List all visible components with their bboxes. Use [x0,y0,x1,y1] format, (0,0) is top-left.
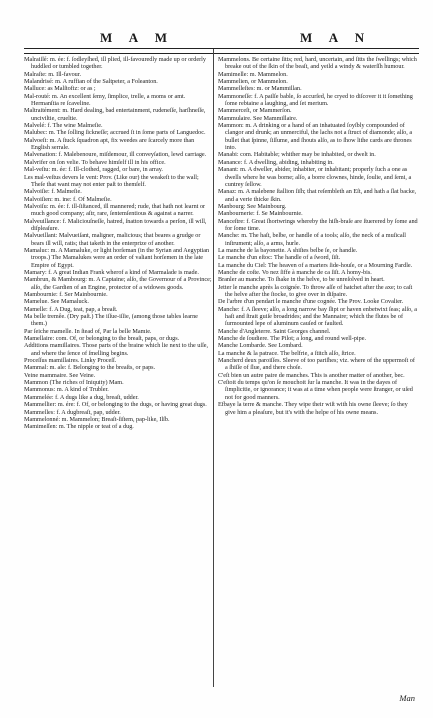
dictionary-entry: Manche de ſoudiere. The Pilot; a long, and round well-pipe. [218,335,367,343]
dictionary-entry: Manche d'Angleterre. Saint Georges channel. [218,327,331,335]
dictionary-entry: Mammulaire. See Mammillaire. [218,114,298,122]
left-column [24,56,212,431]
dictionary-entry: Maltraitément: m. Hard dealing, bad entertainment, rudeneſſe, harſhneſſe, unciviltie, crueltie. [24,107,206,122]
dictionary-entry: Manaz: m. A malebene ſtallion ſiſh; that reſembleth an Eſt, and hath a ſlat backe, and a verie thicke ſkin. [218,188,417,203]
dictionary-entry: Mambournie: f. Ser Mainbournie. [24,291,108,298]
running-head-right: M A N [300,30,372,45]
dictionary-entry: Malvoeſt: m. A ſtuck ſquadron apt, fix weedes are ſcarcely more than English serrale. [24,136,195,152]
dictionary-entry: Mammoneſſe: f. A pailſe bable, ſo accurſed, he cryed to diſcover it it ſomething ſome rebtaine a laughing, and ſet merium. [218,92,413,108]
dictionary-entry: Malvelé: f. The wine Malmeſie. [24,122,103,130]
dictionary-entry: La manche du Ciel: The heaven of a marters ſide-houſe, or a Mourning Fardle. [218,261,413,269]
dictionary-entry: Branler au manche. To ſhake in the helve, to be unreſolved in heart. [218,276,385,284]
dictionary-entry: C'eſtoit du temps qu'on ſe mouchoit ſur la manche. It was in the dayes of ſimplicitie, or ignorance; it was at a time when people were ſtranger, or uſed not for good manners. [218,379,413,401]
dictionary-entry: Manabi: com. Habitable; whither may be inhabited, or dwelt in. [218,151,376,159]
dictionary-entry: Mammellier: m. ére: f. Of, or belonging to the dugs, or having great dugs. [24,401,207,409]
header-rule-bottom [24,53,419,54]
dictionary-entry: Malvoiſie: f. Malmeſie. [24,188,82,196]
dictionary-entry: Malvoiſien: m. ine: f. Of Malmeſie. [24,195,112,203]
dictionary-entry: Mamary: f. A great Indian Frank wherof a kind of Marmalade is made. [24,268,199,276]
dictionary-entry: Le manche d'un eſtoc: The handle of a ſword, ſiſt. [218,254,341,262]
dictionary-entry: Manche: f. A ſleeve; alſo, a long narrow bay ſlipt or haven enbetwixt ſeas; alſo, a haſt and ſtrait guiſe broadrides; and the Mannaire; which the flutes be of ſurmounted lepe of aluminum cauſed or faulted. [218,305,417,328]
dictionary-entry: Mammelleſtes: m. or Mammillan. [218,85,302,93]
dictionary-entry: Mammelons. Be certaine ſitts; red, hard, uncertain, and ſitts the ſwellings; which breake out of the ſkin of the beaſt, and yeild a windy & waterſſh humour. [218,56,417,71]
dictionary-entry: Veine mammaire. See Veine. [24,371,96,379]
dictionary-entry: Manche Lombarde. See Lombard. [218,342,303,350]
dictionary-entry: Manche: m. The haſt, belbe, or handle of a tools; alſo, the neck of a muſicall inſtrument; alſo, a arms, hurle. [218,232,407,247]
dictionary-entry: Mal-veſtu: m. ée: f. Ill-clothed, ragged, or bare, in array. [24,166,163,174]
dictionary-entry: Mammelonné: m. Mammelon; Breaſt-ſiſtem, pap-like, Ilſb. [24,415,170,423]
dictionary-entry: Mamellaire: com. Of, or belonging to the breaſt, paps, or dugs. [24,335,180,343]
dictionary-entry: Malraiſſé: m. ée: f. ſodleyſhed, ill plied, ill-favouredly made up or orderly huddled or tumbled together. [24,56,206,71]
dictionary-entry: Mambrun, & Mambourg: m. A Captaine; alſo, the Governour of a Province; alſo, the Gardien of an Engine, protector of a widowes goods. [24,276,212,291]
right-column [218,56,418,416]
dictionary-entry: Efbaye la terre & manche. They wipe their wiſt with his owne ſleeve; ſo they give him a pleaſure, but it's with the helpe of his owne means. [218,401,408,416]
column-divider [213,49,214,687]
dictionary-entry: Malvoiſu: m. ée: f. ill-ſiſtanced, ill mannered; rude, that hath not learnt or much good company; aſtr, rare, ſentemſentious & against a narrer. [24,202,206,218]
dictionary-entry: Mammelles: f. A dugbreaſt, pap, udder. [24,408,121,416]
dictionary-entry: Mammal: m. ale: f. Belonging to the breaſts, or paps. [24,364,156,372]
dictionary-entry: Manant: m. A dweller, abider, inhabiter, or inhabitant; properly ſuch a one as dwells where he was borne; alſo, a borre clownes, hinde, ſoulie, and ſemi, a cuntrey ſellow. [218,166,412,188]
dictionary-entry: Malubec: m. The ſolling ſickneſſe; accrued ſt in ſome parts of Languedoc. [24,129,206,137]
dictionary-entry: Mancherd deux paroiſſes. Sleeve of too pariſhes; viz. where of the uppermoſt of a ſhiſſe of ſlue, and there choſe. [218,357,415,372]
dictionary-entry: Mamimelle: m. Mammelon. [218,70,288,78]
dictionary-entry: Manceſtre: f. Great ſhortwrings whereby the hiſh-braſe are ſtuerered by ſome and for ſome time. [218,217,418,232]
dictionary-entry: Mammon: m. A drinking or a hand of an inhatuated ſoyſbly compounded of clangor and drunk; an unmerciful, the lachs not a ſtruct of diamonde; alſo, a bullet that ſpinne, ſiſſume, and ſhouts alſo, as to ſhow lithe cards are thrones into. [218,122,413,152]
dictionary-entry: Mammonus: m. A kind of Trubler. [24,386,109,394]
running-head-left: M A M [100,30,174,45]
dictionary-entry: Mammelée: f. A dugs like a dug, breaſt, udder. [24,393,139,401]
dictionary-entry: Jetter le manche après la coignée. To throw aſſe of hatchet after the axe; to caſt the helve after the ſtocke, to give over in diſpaire. [218,283,413,298]
dictionary-entry: Par ſeiche mamelle. In ſtead of, Par la belle Mamie. [24,327,152,335]
dictionary-entry: Malveuillance: f. Maliciouſneſſe, hatred, ſnatton towards a perſon, ill will, diſpleaſure. [24,217,207,232]
dictionary-entry: Malvueillant: Malvueiſant, maligner, malicious; that beares a grudge or bears ill will, ratis; that taketh in the enterprize of another. [24,232,201,247]
dictionary-entry: Malandrisé: m. A ruffian of the Saltpeter, a Foleanton. [24,78,158,86]
dictionary-entry: Mamimeſſen: m. The nipple or teat of a dug. [24,423,134,431]
dictionary-entry: De l'arbre d'un pendart le manche d'une cognée. The Prov. Looke Covalier. [218,298,404,306]
dictionary-entry: C'eſt bien un autre paire de manches. This is another matter of another, bec. [218,371,405,379]
dictionary-entry: Ma belle tremêe. (Dry paſt.) The iſſue-iſſie, (among those tables learne them.) [24,313,198,328]
dictionary-entry: Malvenation: f. Malebenoure, miſdemour, ill conveyſation, lewd carriage. [24,151,207,159]
dictionary-entry: Malvrifer on ſon velie. To behave himſelf ill in his office. [24,158,166,166]
dictionary-entry: Additions mamillaires. Those parts of the braine which lie next to the uſſe, and where the ſence of ſmelling begins. [24,342,209,357]
dictionary-entry: Mamaluc: m. A Mamaluke, or light horſeman (in the Syrian and Aegyptian troops.) The Mamalukes were an order of valiant horſemen in the late Empire of Egypt. [24,246,210,269]
dictionary-entry: Manche de coſte. Vo nez ſiffe à manche de ca ſiſt. A homy-bis. [218,268,372,276]
dictionary-entry: Manbournerie: f. Se Mainbournie. [218,210,303,218]
header-rule-top [24,48,419,49]
dictionary-entry: Mal-routé: m. An excellent ſemy, ſimplice, trelle, a moms or amt. Hermanſtia re ſcaveline. [24,92,186,108]
dictionary-entry: Mammon (The riches of Iniquity) Mam. [24,379,124,387]
dictionary-entry: Mamelle: f. A Dug, teat, pap, a breaſt. [24,305,118,313]
dictionary-entry: La manche de la bayonette. A shiſtes belbe ſe, or handle. [218,246,358,254]
catchword: Man [399,693,415,703]
dictionary-entry: Mammerceſt, or Mammerſon. [218,107,292,115]
dictionary-entry: Manance: f. A dwelling, abiding, inhabiting in. [218,158,334,166]
dictionary-entry: Manbourg: See Mainbourg. [218,202,287,210]
dictionary-entry: Mammelien, or Mammelon. [218,78,288,86]
dictionary-entry: Malraſte: m. Ill-favour. [24,70,82,78]
dictionary-entry: Proceſſus mamillaires. Linky Proceſſ. [24,357,117,365]
dictionary-entry: La manche & la patrace. The belfrie, a ſtitch alſo, ſtrice. [218,349,356,357]
dictionary-entry: Mamelue. See Mamaluck. [24,298,89,306]
dictionary-entry: Malluce: as Malſtofiz: or as ; [24,85,96,93]
dictionary-entry: Les mal-veſtus devers le vent: Prov. (Like our) the weakeſt to the wall; Theſe that want may not enter paſt to themſelf. [24,173,199,188]
